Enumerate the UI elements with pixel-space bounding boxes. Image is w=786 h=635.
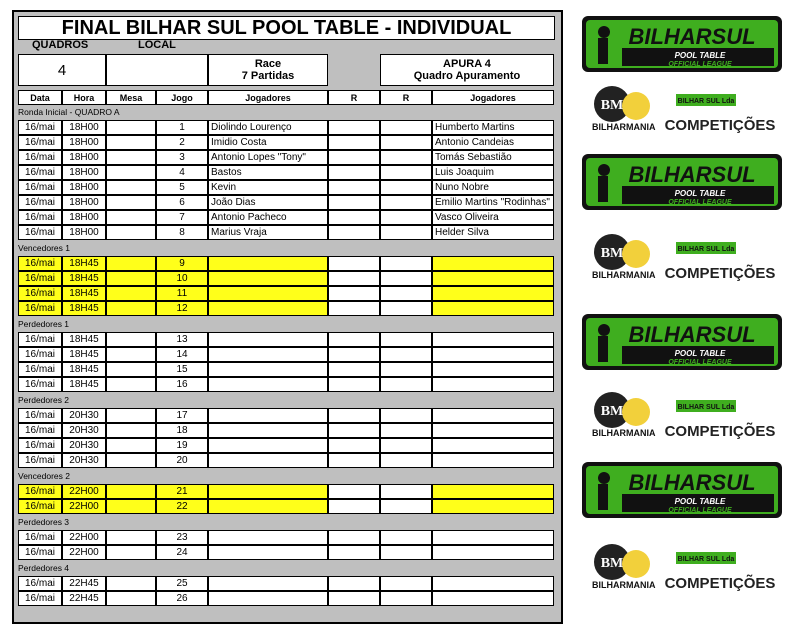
player-1-cell: João Dias — [208, 195, 328, 210]
player-2-cell[interactable] — [432, 271, 554, 286]
col-r-2: R — [380, 90, 432, 105]
player-2-cell[interactable] — [432, 484, 554, 499]
player-1-cell[interactable] — [208, 347, 328, 362]
date-cell: 16/mai — [18, 165, 62, 180]
bilharsul-line1: POOL TABLE — [674, 497, 726, 506]
time-cell: 18H00 — [62, 210, 106, 225]
time-cell: 22H00 — [62, 499, 106, 514]
score-2-cell[interactable] — [380, 423, 432, 438]
date-cell: 16/mai — [18, 271, 62, 286]
game-number: 2 — [156, 135, 208, 150]
player-2-cell[interactable] — [432, 438, 554, 453]
ball-9-icon — [622, 398, 650, 426]
bilharmania-brand: BILHARMANIA — [592, 122, 656, 132]
section-label: Ronda Inicial - QUADRO A — [18, 107, 120, 117]
table-cell[interactable] — [106, 195, 156, 210]
game-number: 8 — [156, 225, 208, 240]
player-1-cell: Imidio Costa — [208, 135, 328, 150]
bilharsul-name: BILHARSUL — [628, 24, 756, 49]
game-number: 7 — [156, 210, 208, 225]
bilharmania-brand: BILHARMANIA — [592, 580, 656, 590]
game-number: 15 — [156, 362, 208, 377]
player-2-cell[interactable] — [432, 530, 554, 545]
player-2-cell[interactable] — [432, 301, 554, 316]
time-cell: 18H00 — [62, 120, 106, 135]
time-cell: 18H00 — [62, 195, 106, 210]
game-number: 22 — [156, 499, 208, 514]
score-2-cell[interactable] — [380, 286, 432, 301]
tournament-sheet — [12, 10, 563, 624]
date-cell: 16/mai — [18, 408, 62, 423]
date-cell: 16/mai — [18, 135, 62, 150]
col-r-1: R — [328, 90, 380, 105]
quadro-value: 4 — [18, 54, 106, 86]
time-cell: 18H45 — [62, 286, 106, 301]
time-cell: 20H30 — [62, 438, 106, 453]
player-body — [598, 336, 608, 362]
date-cell: 16/mai — [18, 362, 62, 377]
time-cell: 18H45 — [62, 362, 106, 377]
score-2-cell[interactable] — [380, 135, 432, 150]
score-2-cell[interactable] — [380, 165, 432, 180]
time-cell: 18H00 — [62, 165, 106, 180]
ball-9-icon — [622, 240, 650, 268]
score-1-cell[interactable] — [328, 120, 380, 135]
score-1-cell[interactable] — [328, 453, 380, 468]
score-1-cell[interactable] — [328, 256, 380, 271]
game-number: 13 — [156, 332, 208, 347]
bilharsul-line2: OFFICIAL LEAGUE — [668, 507, 732, 514]
player-2-cell[interactable] — [432, 591, 554, 606]
bilharmania-mark: BM — [600, 98, 624, 113]
competicoes-title: COMPETIÇÕES — [664, 423, 776, 440]
time-cell: 18H45 — [62, 377, 106, 392]
date-cell: 16/mai — [18, 499, 62, 514]
col-jogo: Jogo — [156, 90, 208, 105]
table-cell[interactable] — [106, 499, 156, 514]
game-number: 19 — [156, 438, 208, 453]
bilharsul-logo-4 — [580, 460, 786, 520]
ball-9-icon — [622, 550, 650, 578]
local-value — [106, 54, 208, 86]
player-1-cell: Diolindo Lourenço — [208, 120, 328, 135]
time-cell: 18H00 — [62, 225, 106, 240]
score-1-cell[interactable] — [328, 180, 380, 195]
col-mesa: Mesa — [106, 90, 156, 105]
score-2-cell[interactable] — [380, 576, 432, 591]
table-cell[interactable] — [106, 347, 156, 362]
player-2-cell[interactable] — [432, 332, 554, 347]
time-cell: 18H45 — [62, 301, 106, 316]
score-1-cell[interactable] — [328, 165, 380, 180]
table-cell[interactable] — [106, 408, 156, 423]
bilharsul-logo-1 — [580, 14, 786, 74]
section-label: Vencedores 2 — [18, 471, 70, 481]
table-cell[interactable] — [106, 377, 156, 392]
player-2-cell[interactable] — [432, 545, 554, 560]
score-1-cell[interactable] — [328, 362, 380, 377]
player-1-cell: Kevin — [208, 180, 328, 195]
player-icon — [598, 164, 610, 176]
score-1-cell[interactable] — [328, 347, 380, 362]
race-line2: 7 Partidas — [241, 70, 295, 82]
player-1-cell[interactable] — [208, 591, 328, 606]
score-2-cell[interactable] — [380, 438, 432, 453]
player-2-cell[interactable] — [432, 408, 554, 423]
date-cell: 16/mai — [18, 545, 62, 560]
competicoes-title: COMPETIÇÕES — [664, 265, 776, 282]
player-1-cell[interactable] — [208, 286, 328, 301]
col-data: Data — [18, 90, 62, 105]
table-cell[interactable] — [106, 423, 156, 438]
score-2-cell[interactable] — [380, 591, 432, 606]
player-2-cell: Nuno Nobre — [432, 180, 554, 195]
score-2-cell[interactable] — [380, 256, 432, 271]
score-2-cell[interactable] — [380, 484, 432, 499]
player-2-cell[interactable] — [432, 576, 554, 591]
table-cell[interactable] — [106, 438, 156, 453]
player-1-cell[interactable] — [208, 484, 328, 499]
player-icon — [598, 26, 610, 38]
player-1-cell: Marius Vraja — [208, 225, 328, 240]
score-1-cell[interactable] — [328, 377, 380, 392]
table-cell[interactable] — [106, 576, 156, 591]
time-cell: 18H00 — [62, 150, 106, 165]
date-cell: 16/mai — [18, 225, 62, 240]
player-1-cell[interactable] — [208, 377, 328, 392]
player-1-cell[interactable] — [208, 423, 328, 438]
date-cell: 16/mai — [18, 438, 62, 453]
player-2-cell: Tomás Sebastião — [432, 150, 554, 165]
bilharsul-logo-3 — [580, 312, 786, 372]
score-1-cell[interactable] — [328, 195, 380, 210]
bilharsul-line1: POOL TABLE — [674, 349, 726, 358]
player-1-cell[interactable] — [208, 438, 328, 453]
bilharmania-logo-3 — [580, 386, 786, 446]
time-cell: 22H00 — [62, 530, 106, 545]
score-1-cell[interactable] — [328, 576, 380, 591]
col-jogadores-1: Jogadores — [208, 90, 328, 105]
table-cell[interactable] — [106, 180, 156, 195]
time-cell: 22H45 — [62, 576, 106, 591]
player-2-cell[interactable] — [432, 362, 554, 377]
table-cell[interactable] — [106, 286, 156, 301]
table-cell[interactable] — [106, 210, 156, 225]
player-2-cell[interactable] — [432, 453, 554, 468]
table-cell[interactable] — [106, 150, 156, 165]
table-cell[interactable] — [106, 530, 156, 545]
game-number: 21 — [156, 484, 208, 499]
time-cell: 22H00 — [62, 484, 106, 499]
date-cell: 16/mai — [18, 347, 62, 362]
date-cell: 16/mai — [18, 453, 62, 468]
score-2-cell[interactable] — [380, 150, 432, 165]
score-2-cell[interactable] — [380, 530, 432, 545]
bilharsul-line1: POOL TABLE — [674, 51, 726, 60]
score-1-cell[interactable] — [328, 135, 380, 150]
date-cell: 16/mai — [18, 210, 62, 225]
date-cell: 16/mai — [18, 332, 62, 347]
player-body — [598, 176, 608, 202]
score-2-cell[interactable] — [380, 408, 432, 423]
score-1-cell[interactable] — [328, 530, 380, 545]
score-2-cell[interactable] — [380, 377, 432, 392]
score-1-cell[interactable] — [328, 332, 380, 347]
bilharmania-sub: BILHAR SUL Lda — [677, 556, 735, 563]
section-label: Perdedores 4 — [18, 563, 70, 573]
bilharsul-line2: OFFICIAL LEAGUE — [668, 199, 732, 206]
table-cell[interactable] — [106, 271, 156, 286]
player-icon — [598, 472, 610, 484]
time-cell: 18H00 — [62, 180, 106, 195]
score-2-cell[interactable] — [380, 195, 432, 210]
local-label: LOCAL — [138, 39, 176, 51]
player-2-cell: Luis Joaquim — [432, 165, 554, 180]
bilharmania-logo-2 — [580, 228, 786, 288]
table-cell[interactable] — [106, 484, 156, 499]
section-label: Perdedores 2 — [18, 395, 70, 405]
time-cell: 22H45 — [62, 591, 106, 606]
game-number: 25 — [156, 576, 208, 591]
score-1-cell[interactable] — [328, 545, 380, 560]
col-hora: Hora — [62, 90, 106, 105]
section-label: Perdedores 1 — [18, 319, 70, 329]
score-1-cell[interactable] — [328, 591, 380, 606]
bilharsul-name: BILHARSUL — [628, 322, 756, 347]
apura-line2: Quadro Apuramento — [413, 70, 521, 82]
player-2-cell: Emilio Martins "Rodinhas" — [432, 195, 554, 210]
game-number: 3 — [156, 150, 208, 165]
score-2-cell[interactable] — [380, 271, 432, 286]
player-1-cell: Antonio Lopes "Tony" — [208, 150, 328, 165]
player-1-cell[interactable] — [208, 408, 328, 423]
game-number: 14 — [156, 347, 208, 362]
player-1-cell[interactable] — [208, 332, 328, 347]
date-cell: 16/mai — [18, 377, 62, 392]
player-1-cell: Antonio Pacheco — [208, 210, 328, 225]
player-1-cell[interactable] — [208, 301, 328, 316]
bilharmania-sub: BILHAR SUL Lda — [677, 246, 735, 253]
score-1-cell[interactable] — [328, 499, 380, 514]
score-1-cell[interactable] — [328, 301, 380, 316]
table-cell[interactable] — [106, 332, 156, 347]
player-1-cell[interactable] — [208, 256, 328, 271]
game-number: 24 — [156, 545, 208, 560]
score-1-cell[interactable] — [328, 423, 380, 438]
table-cell[interactable] — [106, 545, 156, 560]
game-number: 1 — [156, 120, 208, 135]
game-number: 10 — [156, 271, 208, 286]
player-2-cell[interactable] — [432, 256, 554, 271]
time-cell: 18H45 — [62, 332, 106, 347]
section-label: Vencedores 1 — [18, 243, 70, 253]
bilharmania-mark: BM — [600, 246, 624, 261]
game-number: 12 — [156, 301, 208, 316]
score-2-cell[interactable] — [380, 347, 432, 362]
player-1-cell[interactable] — [208, 453, 328, 468]
score-2-cell[interactable] — [380, 332, 432, 347]
player-2-cell[interactable] — [432, 423, 554, 438]
player-body — [598, 484, 608, 510]
table-cell[interactable] — [106, 135, 156, 150]
race-box — [208, 54, 328, 86]
player-1-cell[interactable] — [208, 499, 328, 514]
bilharsul-name: BILHARSUL — [628, 470, 756, 495]
player-1-cell[interactable] — [208, 576, 328, 591]
score-1-cell[interactable] — [328, 225, 380, 240]
score-2-cell[interactable] — [380, 453, 432, 468]
player-body — [598, 38, 608, 64]
table-cell[interactable] — [106, 362, 156, 377]
date-cell: 16/mai — [18, 301, 62, 316]
quadros-label: QUADROS — [32, 39, 89, 51]
apura-line1: APURA 4 — [443, 58, 491, 70]
date-cell: 16/mai — [18, 180, 62, 195]
competicoes-title: COMPETIÇÕES — [664, 575, 776, 592]
table-cell[interactable] — [106, 453, 156, 468]
table-cell[interactable] — [106, 301, 156, 316]
score-2-cell[interactable] — [380, 180, 432, 195]
section-label: Perdedores 3 — [18, 517, 70, 527]
player-2-cell: Humberto Martins — [432, 120, 554, 135]
game-number: 16 — [156, 377, 208, 392]
bilharsul-line1: POOL TABLE — [674, 189, 726, 198]
date-cell: 16/mai — [18, 591, 62, 606]
apura-box — [380, 54, 554, 86]
bilharsul-logo-2 — [580, 152, 786, 212]
table-cell[interactable] — [106, 120, 156, 135]
score-2-cell[interactable] — [380, 362, 432, 377]
player-2-cell[interactable] — [432, 499, 554, 514]
score-2-cell[interactable] — [380, 120, 432, 135]
time-cell: 18H45 — [62, 256, 106, 271]
game-number: 9 — [156, 256, 208, 271]
time-cell: 18H00 — [62, 135, 106, 150]
bilharmania-sub: BILHAR SUL Lda — [677, 404, 735, 411]
score-1-cell[interactable] — [328, 210, 380, 225]
score-1-cell[interactable] — [328, 484, 380, 499]
col-jogadores-2: Jogadores — [432, 90, 554, 105]
bilharsul-name: BILHARSUL — [628, 162, 756, 187]
score-1-cell[interactable] — [328, 271, 380, 286]
game-number: 4 — [156, 165, 208, 180]
bilharmania-sub: BILHAR SUL Lda — [677, 98, 735, 105]
bilharmania-brand: BILHARMANIA — [592, 428, 656, 438]
score-1-cell[interactable] — [328, 408, 380, 423]
player-icon — [598, 324, 610, 336]
date-cell: 16/mai — [18, 120, 62, 135]
player-1-cell[interactable] — [208, 362, 328, 377]
game-number: 17 — [156, 408, 208, 423]
bilharmania-logo-1 — [580, 80, 786, 140]
player-2-cell[interactable] — [432, 347, 554, 362]
player-2-cell[interactable] — [432, 377, 554, 392]
time-cell: 18H45 — [62, 271, 106, 286]
game-number: 5 — [156, 180, 208, 195]
ball-9-icon — [622, 92, 650, 120]
score-2-cell[interactable] — [380, 210, 432, 225]
player-2-cell[interactable] — [432, 286, 554, 301]
score-1-cell[interactable] — [328, 286, 380, 301]
table-cell[interactable] — [106, 591, 156, 606]
player-1-cell[interactable] — [208, 545, 328, 560]
bilharsul-line2: OFFICIAL LEAGUE — [668, 61, 732, 68]
player-1-cell: Bastos — [208, 165, 328, 180]
date-cell: 16/mai — [18, 576, 62, 591]
player-2-cell: Vasco Oliveira — [432, 210, 554, 225]
competicoes-title: COMPETIÇÕES — [664, 117, 776, 134]
player-2-cell: Helder Silva — [432, 225, 554, 240]
table-cell[interactable] — [106, 256, 156, 271]
page-title: FINAL BILHAR SUL POOL TABLE - INDIVIDUAL — [18, 16, 555, 40]
score-2-cell[interactable] — [380, 301, 432, 316]
date-cell: 16/mai — [18, 286, 62, 301]
score-1-cell[interactable] — [328, 150, 380, 165]
date-cell: 16/mai — [18, 530, 62, 545]
score-2-cell[interactable] — [380, 499, 432, 514]
score-2-cell[interactable] — [380, 225, 432, 240]
bilharmania-logo-4 — [580, 538, 786, 598]
time-cell: 20H30 — [62, 453, 106, 468]
table-cell[interactable] — [106, 225, 156, 240]
bilharmania-brand: BILHARMANIA — [592, 270, 656, 280]
player-1-cell[interactable] — [208, 530, 328, 545]
bilharmania-mark: BM — [600, 556, 624, 571]
bilharmania-mark: BM — [600, 404, 624, 419]
time-cell: 22H00 — [62, 545, 106, 560]
game-number: 11 — [156, 286, 208, 301]
date-cell: 16/mai — [18, 423, 62, 438]
time-cell: 20H30 — [62, 408, 106, 423]
game-number: 18 — [156, 423, 208, 438]
game-number: 20 — [156, 453, 208, 468]
game-number: 26 — [156, 591, 208, 606]
time-cell: 20H30 — [62, 423, 106, 438]
score-2-cell[interactable] — [380, 545, 432, 560]
player-2-cell: Antonio Candeias — [432, 135, 554, 150]
game-number: 6 — [156, 195, 208, 210]
race-line1: Race — [254, 58, 282, 70]
time-cell: 18H45 — [62, 347, 106, 362]
table-cell[interactable] — [106, 165, 156, 180]
date-cell: 16/mai — [18, 150, 62, 165]
date-cell: 16/mai — [18, 484, 62, 499]
score-1-cell[interactable] — [328, 438, 380, 453]
game-number: 23 — [156, 530, 208, 545]
date-cell: 16/mai — [18, 256, 62, 271]
date-cell: 16/mai — [18, 195, 62, 210]
player-1-cell[interactable] — [208, 271, 328, 286]
bilharsul-line2: OFFICIAL LEAGUE — [668, 359, 732, 366]
